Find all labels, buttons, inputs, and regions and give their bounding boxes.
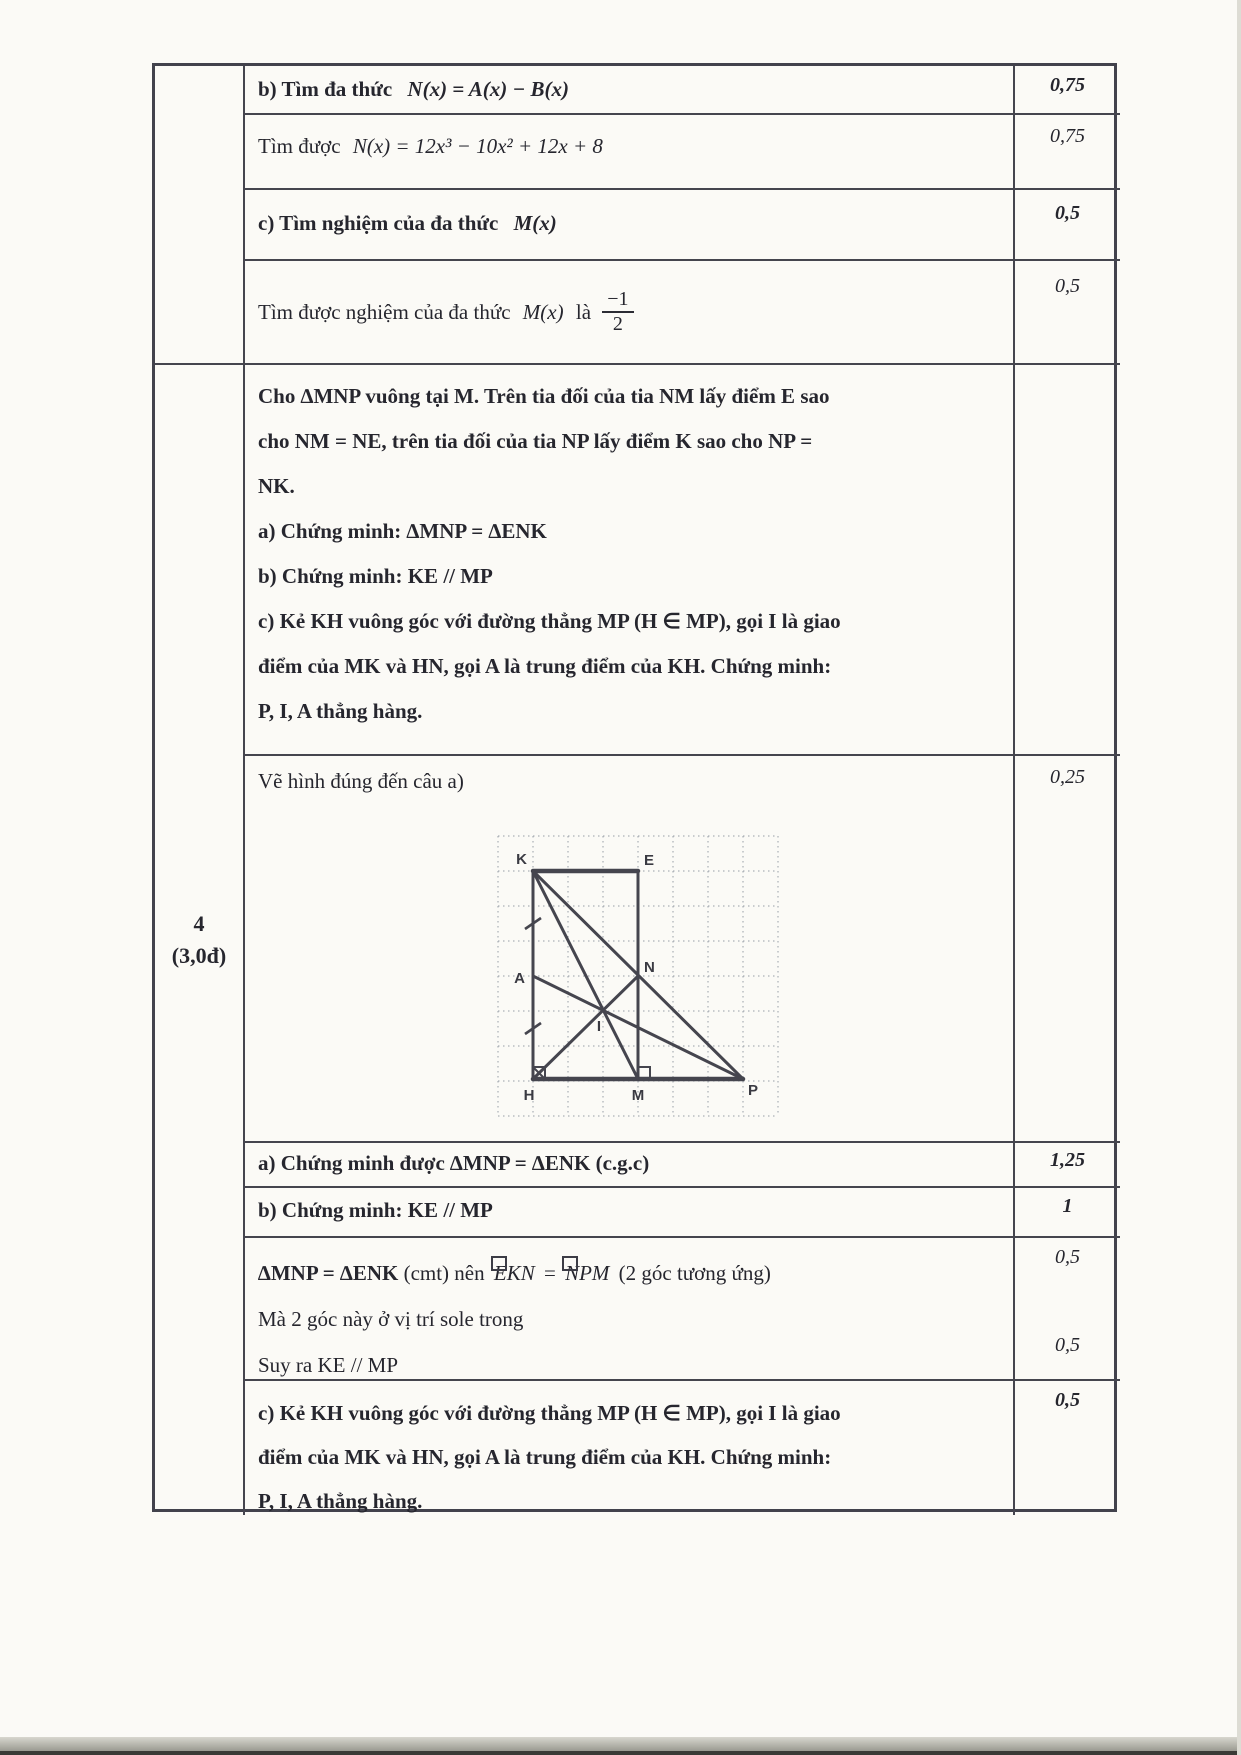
statement-line: NK. bbox=[258, 474, 295, 498]
score-cell bbox=[1015, 190, 1120, 261]
fraction-numerator: −1 bbox=[602, 289, 633, 313]
row-math: N(x) = A(x) − B(x) bbox=[407, 77, 569, 101]
row-label: b) Tìm đa thức bbox=[258, 77, 393, 101]
angle-NPM: NPM bbox=[565, 1261, 610, 1285]
point-label-I: I bbox=[596, 1018, 602, 1035]
score-value: 0,5 bbox=[1055, 1334, 1080, 1356]
score-cell-empty bbox=[1015, 365, 1120, 756]
row-math: M(x) bbox=[513, 211, 557, 235]
fraction bbox=[602, 289, 633, 335]
question-number-cell bbox=[155, 365, 245, 1515]
solution-b-text: b) Chứng minh: KE // MP bbox=[258, 1198, 493, 1222]
score-value: 0,5 bbox=[1055, 1246, 1080, 1268]
angle-equation-line bbox=[258, 1250, 1005, 1296]
statement-line: P, I, A thẳng hàng. bbox=[258, 699, 423, 723]
angle-EKN: EKN bbox=[493, 1261, 535, 1285]
solution-c-text bbox=[258, 1391, 1007, 1523]
point-label-K: K bbox=[516, 851, 527, 868]
row-label: c) Tìm nghiệm của đa thức bbox=[258, 211, 499, 235]
segment-HN bbox=[533, 976, 638, 1079]
solution-a-text: a) Chứng minh được ∆MNP = ∆ENK (c.g.c) bbox=[258, 1151, 650, 1175]
question-number: 4 bbox=[193, 911, 205, 936]
row-math: N(x) = 12x³ − 10x² + 12x + 8 bbox=[352, 134, 603, 158]
row-label: Tìm được nghiệm của đa thức bbox=[258, 299, 511, 324]
score-cell bbox=[1015, 1238, 1120, 1381]
statement-line: Cho ∆MNP vuông tại M. Trên tia đối của tia NM lấy điểm E sao bbox=[258, 384, 830, 408]
segment-KM bbox=[533, 871, 638, 1079]
solution-c-line: điểm của MK và HN, gọi A là trung điểm của KH. Chứng minh: bbox=[258, 1445, 832, 1469]
geometry-figure bbox=[491, 822, 803, 1128]
score-value: 1 bbox=[1062, 1195, 1073, 1217]
score-value: 0,5 bbox=[1055, 275, 1080, 297]
score-cell bbox=[1015, 1381, 1120, 1515]
row-text bbox=[258, 76, 1005, 102]
score-cell bbox=[1015, 261, 1120, 365]
row-found-root bbox=[245, 261, 1015, 365]
score-value: 0,25 bbox=[1050, 766, 1085, 788]
solution-c-cell bbox=[245, 1381, 1015, 1515]
row-label: Tìm được bbox=[258, 134, 341, 158]
solution-b-cell bbox=[245, 1188, 1015, 1238]
solution-c-line: c) Kẻ KH vuông góc với đường thẳng MP (H ∈ MP), gọi I là giao bbox=[258, 1401, 841, 1425]
score-value: 0,5 bbox=[1055, 1389, 1080, 1411]
score-cell bbox=[1015, 66, 1120, 115]
score-cell bbox=[1015, 1143, 1120, 1188]
score-value: 0,75 bbox=[1050, 125, 1085, 147]
score-value: 0,75 bbox=[1050, 74, 1085, 96]
triangles-equal: ∆MNP = ∆ENK bbox=[258, 1261, 399, 1285]
row-text bbox=[258, 210, 1005, 236]
point-label-P: P bbox=[748, 1082, 759, 1099]
point-label-N: N bbox=[644, 959, 655, 976]
row-text bbox=[258, 133, 1005, 159]
problem-statement bbox=[258, 374, 1007, 734]
row-label-2: là bbox=[575, 299, 592, 324]
statement-line: cho NM = NE, trên tia đối của tia NP lấy điểm K sao cho NP = bbox=[258, 429, 813, 453]
statement-line: a) Chứng minh: ∆MNP = ∆ENK bbox=[258, 519, 547, 543]
row-b-find-polynomial bbox=[245, 66, 1015, 115]
point-label-E: E bbox=[644, 852, 655, 869]
scanner-edge-strip bbox=[0, 1737, 1241, 1755]
score-cell bbox=[1015, 756, 1120, 1143]
statement-line: điểm của MK và HN, gọi A là trung điểm của KH. Chứng minh: bbox=[258, 654, 832, 678]
solution-b-detail-cell bbox=[245, 1238, 1015, 1381]
problem-statement-cell bbox=[245, 365, 1015, 756]
fraction-denominator: 2 bbox=[612, 313, 623, 335]
score-cell bbox=[1015, 115, 1120, 190]
scan-right-edge bbox=[1237, 0, 1241, 1755]
score-cell bbox=[1015, 1188, 1120, 1238]
drawing-label: Vẽ hình đúng đến câu a) bbox=[258, 769, 464, 793]
drawing-cell bbox=[245, 756, 1015, 1143]
point-label-M: M bbox=[631, 1087, 645, 1104]
equals-sign: = bbox=[543, 1261, 556, 1285]
row-c-find-root bbox=[245, 190, 1015, 261]
point-label-H: H bbox=[523, 1087, 535, 1104]
point-label-A: A bbox=[514, 970, 525, 987]
score-value: 1,25 bbox=[1050, 1149, 1085, 1171]
statement-line: b) Chứng minh: KE // MP bbox=[258, 564, 493, 588]
row-math: M(x) bbox=[522, 299, 564, 324]
question-number-cell-empty bbox=[155, 66, 245, 365]
score-value: 0,5 bbox=[1055, 202, 1080, 224]
row-text bbox=[258, 288, 1005, 337]
row-found-polynomial bbox=[245, 115, 1015, 190]
question-points: (3,0đ) bbox=[171, 943, 227, 968]
solution-c-line: P, I, A thẳng hàng. bbox=[258, 1489, 423, 1513]
grading-table bbox=[152, 63, 1117, 1512]
corresponding-angles-text: (2 góc tương ứng) bbox=[618, 1261, 771, 1285]
alternate-angles-line: Mà 2 góc này ở vị trí sole trong bbox=[258, 1307, 524, 1331]
conclusion-line: Suy ra KE // MP bbox=[258, 1353, 399, 1377]
cmt-text: (cmt) nên bbox=[403, 1261, 485, 1285]
solution-a-cell bbox=[245, 1143, 1015, 1188]
solution-b-detail bbox=[258, 1250, 1005, 1388]
statement-line: c) Kẻ KH vuông góc với đường thẳng MP (H ∈ MP), gọi I là giao bbox=[258, 609, 841, 633]
